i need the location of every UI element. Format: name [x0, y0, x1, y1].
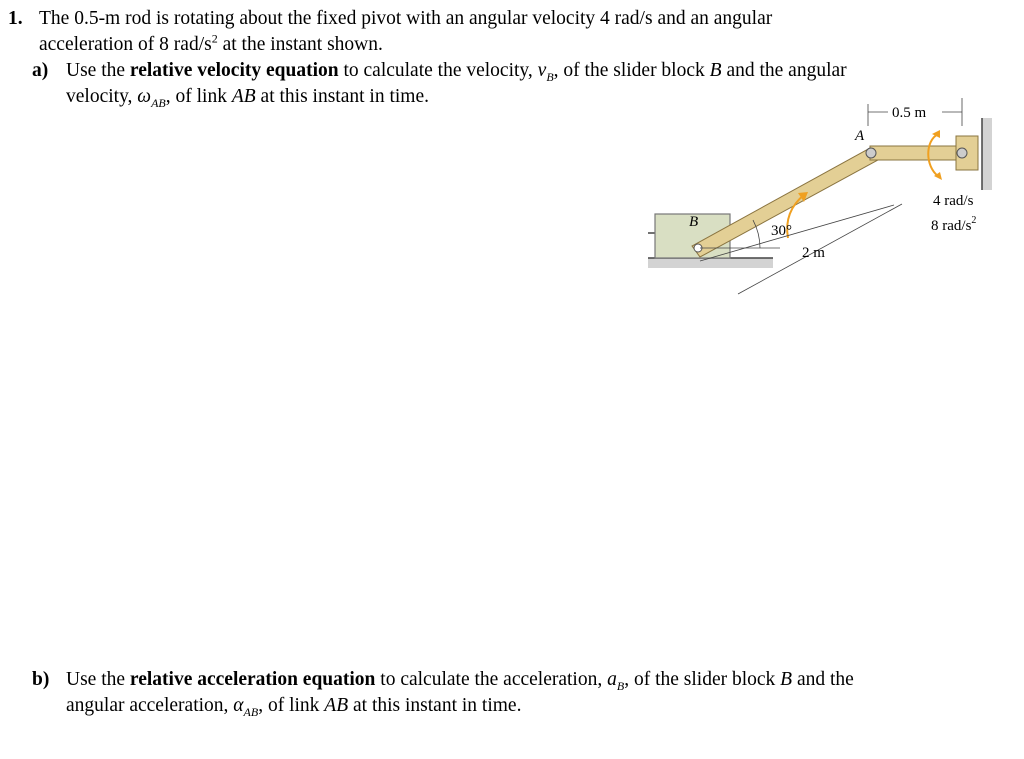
- part-b-text: Use the relative acceleration equation to calculate the acceleration, $a_B$, of the slider block B and the angular acceleration, $\alpha_{AB}$, of link AB at this instant in time.: [66, 669, 854, 719]
- alpha-label: 8 rad/$s^2$: [931, 215, 977, 234]
- dim-top-label: 0.5 m: [892, 105, 927, 121]
- wall-support: [982, 118, 992, 190]
- problem-number: 1.: [8, 8, 23, 29]
- part-a-label: a): [32, 60, 49, 81]
- link-AB: [692, 148, 878, 257]
- part-b-label: b): [32, 669, 50, 690]
- dim-rod-label: 2 m: [802, 245, 825, 261]
- pin-A: [866, 148, 876, 158]
- label-A: A: [855, 128, 865, 144]
- problem-text: The 0.5-m rod is rotating about the fixed pivot with an angular velocity 4 rad/s and an angular acceleration of 8 rad/$s^2$ at the instant shown.: [39, 8, 773, 55]
- part-a-text: Use the relative velocity equation to calculate the velocity, $v_B$, of the slider block B and the angular velocity, $\omega_{AB}$, of link AB at this instant in time.: [66, 60, 847, 110]
- angle-label: 30°: [771, 223, 792, 239]
- label-B: B: [689, 214, 699, 230]
- omega-label: 4 rad/s: [933, 193, 974, 209]
- crank-rod: [870, 146, 966, 160]
- mechanism-figure: [640, 96, 1000, 316]
- ground-base: [648, 258, 773, 268]
- pin-pivot: [957, 148, 967, 158]
